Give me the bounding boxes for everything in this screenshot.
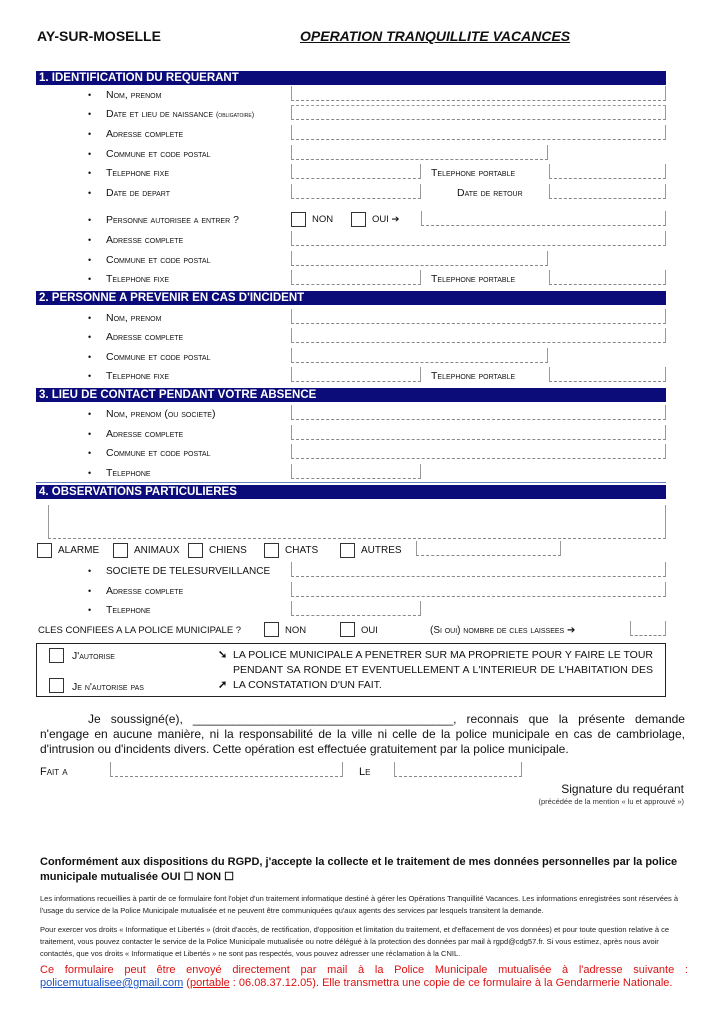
label-cles-oui: OUI <box>361 625 378 636</box>
label-tel-fixe: • Telephone fixe <box>88 167 170 179</box>
label-cles-non: NON <box>285 625 307 636</box>
label-s4-adresse: • Adresse complete <box>88 585 184 597</box>
label-date-depart: • Date de depart <box>88 187 170 199</box>
tel-portable-2-field[interactable] <box>549 270 666 285</box>
label-commune: • Commune et code postal <box>88 148 211 160</box>
autres-checkbox[interactable] <box>340 543 355 558</box>
autorise-checkbox[interactable] <box>49 648 64 663</box>
section-3-header: 3. LIEU DE CONTACT PENDANT VOTRE ABSENCE <box>36 388 666 402</box>
rgpd-consent: Conformément aux dispositions du RGPD, j'accepte la collecte et le traitement de mes données personnelles par la police municipale mutualisée OUI ☐ NON ☐ <box>40 856 678 883</box>
s3-nom-field[interactable] <box>291 405 666 420</box>
commune-2-field[interactable] <box>291 251 548 266</box>
town-name: AY-SUR-MOSELLE <box>37 28 161 44</box>
fait-a-field[interactable] <box>110 762 343 777</box>
nom-prenom-field[interactable] <box>291 86 666 101</box>
portable-link[interactable]: portable <box>189 977 230 989</box>
label-naissance: • Date et lieu de naissance (obligatoire) <box>88 108 255 120</box>
date-depart-field[interactable] <box>291 184 421 199</box>
declaration-paragraph: Je soussigné(e), _______________________________________, reconnais que la présente demande n'engage en aucune manière, ni la responsabilité de la ville ni celle de la police municipale en cas de cambriolage, d'intrusion ou d'incidents divers. Cette opération est effectuée gratuitement par la police municipale. <box>40 712 685 756</box>
s2-tel-portable-field[interactable] <box>549 367 666 382</box>
rgpd-info-1: Les informations recueillies à partir de ce formulaire font l'objet d'un traitement informatique destiné à gérer les Opérations Tranquillité Vacances. Les informations enregistrées sont réservées à l'usage du service de la Police Municipale mutualisée et ne peuvent être communiquées qu'aux agents des services par lesquels transitent la demande. <box>40 894 679 915</box>
label-s2-commune: • Commune et code postal <box>88 351 211 363</box>
label-non: NON <box>312 214 334 225</box>
label-chats: CHATS <box>285 545 319 556</box>
cles-oui-checkbox[interactable] <box>340 622 355 637</box>
autorise-pas-checkbox[interactable] <box>49 678 64 693</box>
document-title: OPERATION TRANQUILLITE VACANCES <box>300 28 571 44</box>
label-s2-nom: • Nom, prenom <box>88 312 162 324</box>
adresse-2-field[interactable] <box>291 231 666 246</box>
label-animaux: ANIMAUX <box>134 545 180 556</box>
s2-tel-fixe-field[interactable] <box>291 367 421 382</box>
cles-non-checkbox[interactable] <box>264 622 279 637</box>
s2-commune-field[interactable] <box>291 348 548 363</box>
chats-checkbox[interactable] <box>264 543 279 558</box>
label-fait-a: Fait a <box>40 766 68 778</box>
label-tel-portable: Telephone portable <box>431 167 516 179</box>
personne-autorisee-oui-checkbox[interactable] <box>351 212 366 227</box>
label-tel-portable-2: Telephone portable <box>431 273 516 285</box>
label-tel-fixe-2: • Telephone fixe <box>88 273 170 285</box>
tel-fixe-field[interactable] <box>291 164 421 179</box>
label-s2-adresse: • Adresse complete <box>88 331 184 343</box>
label-chiens: CHIENS <box>209 545 247 556</box>
section-2-header: 2. PERSONNE A PREVENIR EN CAS D'INCIDENT <box>36 291 666 305</box>
label-personne-autorisee: • Personne autorisee a entrer ? <box>88 214 239 226</box>
s2-nom-field[interactable] <box>291 309 666 324</box>
personne-autorisee-nom-field[interactable] <box>421 211 666 226</box>
signature-label: Signature du requérant <box>561 782 684 796</box>
s2-adresse-field[interactable] <box>291 328 666 343</box>
label-s3-commune: • Commune et code postal <box>88 447 211 459</box>
date-lieu-naissance-field[interactable] <box>291 105 666 120</box>
label-nombre-cles: (Si oui) nombre de cles laissees ➔ <box>430 625 576 636</box>
label-adresse: • Adresse complete <box>88 128 184 140</box>
s4-telephone-field[interactable] <box>291 601 421 616</box>
s3-telephone-field[interactable] <box>291 464 421 479</box>
label-adresse-2: • Adresse complete <box>88 234 184 246</box>
label-le: Le <box>359 766 371 778</box>
label-autorise-pas: Je n'autorise pas <box>72 681 144 693</box>
date-le-field[interactable] <box>394 762 522 777</box>
animaux-checkbox[interactable] <box>113 543 128 558</box>
section-4-header: 4. OBSERVATIONS PARTICULIERES <box>36 485 666 499</box>
rgpd-info-2: Pour exercer vos droits « Informatique et Libertés » (droit d'accès, de rectification, d'opposition et limitation du traitement, et d'effacement de vos données) et pour toute question relative à ce traitement, vous pouvez contacter le service de la Police Municipale mutualisée ou notre délégué à la protection des données par mail à rgpd@cdg57.fr. Si vous estimez, après nous avoir contactés, que vos droits « Informatique et Libertés » ne sont pas respectés, vous pouvez adresser une réclamation à la CNIL. <box>40 925 670 958</box>
label-autorise: J'autorise <box>72 650 115 662</box>
chiens-checkbox[interactable] <box>188 543 203 558</box>
section-divider <box>36 482 666 483</box>
section-1-header: 1. IDENTIFICATION DU REQUERANT <box>36 71 666 85</box>
label-commune-2: • Commune et code postal <box>88 254 211 266</box>
label-s2-tel-portable: Telephone portable <box>431 370 516 382</box>
s3-commune-field[interactable] <box>291 444 666 459</box>
label-oui: OUI ➔ <box>372 214 400 225</box>
date-retour-field[interactable] <box>549 184 666 199</box>
arrow-up-right-icon: ➚ <box>218 679 228 691</box>
label-telesurveillance: • SOCIETE DE TELESURVEILLANCE <box>88 566 271 577</box>
nombre-cles-field[interactable] <box>630 621 666 636</box>
label-date-retour: Date de retour <box>457 187 523 199</box>
label-s3-adresse: • Adresse complete <box>88 428 184 440</box>
footer-note: Ce formulaire peut être envoyé directement par mail à la Police Municipale mutualisée à l'adresse suivante : policemutualisee@gmail.com (portable : 06.08.37.12.05). Elle transmettra une copie de ce formulaire à la Gendarmerie Nationale. <box>40 964 688 989</box>
tel-fixe-2-field[interactable] <box>291 270 421 285</box>
arrow-right-icon: ➔ <box>391 214 400 225</box>
label-cles-question: CLES CONFIEES A LA POLICE MUNICIPALE ? <box>38 625 242 636</box>
signature-note: (précédée de la mention « lu et approuvé ») <box>538 797 684 806</box>
autres-field[interactable] <box>416 541 561 556</box>
telesurveillance-field[interactable] <box>291 562 666 577</box>
adresse-field[interactable] <box>291 125 666 140</box>
commune-field[interactable] <box>291 145 548 160</box>
label-alarme: ALARME <box>58 545 100 556</box>
label-s2-tel-fixe: • Telephone fixe <box>88 370 170 382</box>
personne-autorisee-non-checkbox[interactable] <box>291 212 306 227</box>
label-s3-telephone: • Telephone <box>88 467 151 479</box>
label-s4-telephone: • Telephone <box>88 604 151 616</box>
s4-adresse-field[interactable] <box>291 582 666 597</box>
arrow-down-right-icon: ➘ <box>218 649 228 661</box>
label-nom: • Nom, prenom <box>88 89 162 101</box>
s3-adresse-field[interactable] <box>291 425 666 440</box>
alarme-checkbox[interactable] <box>37 543 52 558</box>
label-s3-nom: • Nom, prenom (ou societe) <box>88 408 216 420</box>
tel-portable-field[interactable] <box>549 164 666 179</box>
observations-textarea[interactable] <box>48 505 666 539</box>
email-link[interactable]: policemutualisee@gmail.com <box>40 977 184 989</box>
authorization-text: LA POLICE MUNICIPALE A PENETRER SUR MA PROPRIETE POUR Y FAIRE LE TOUR PENDANT SA RONDE ET EVENTUELLEMENT A L'INTERIEUR DE L'HABITATION DES LA CONSTATATION D'UN FAIT. <box>233 649 653 691</box>
label-autres: AUTRES <box>361 545 402 556</box>
soussigne-blank[interactable]: _______________________________________ <box>192 712 454 726</box>
